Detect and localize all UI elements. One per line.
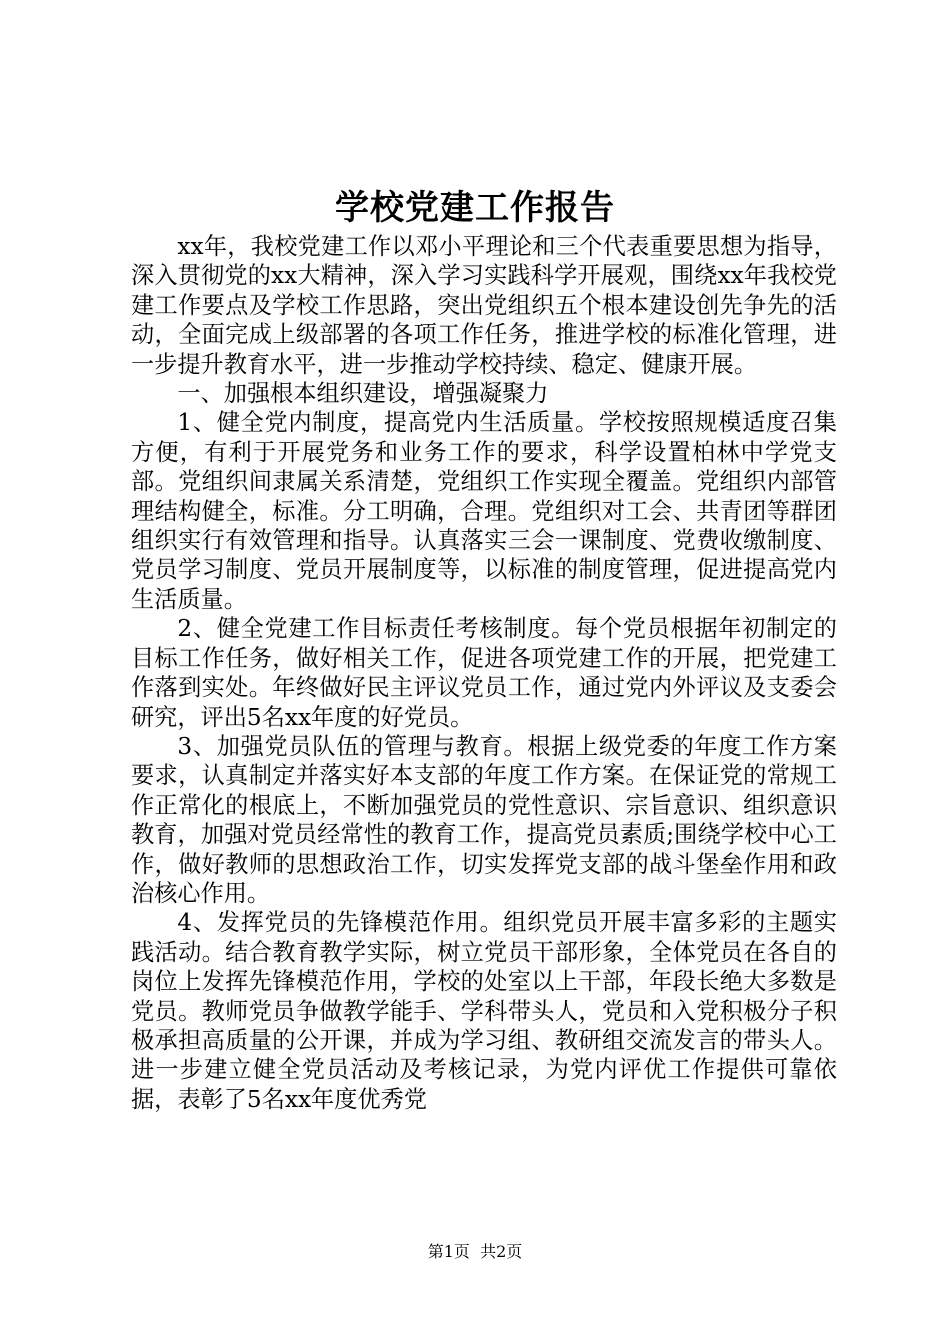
paragraph-item-3: 3、加强党员队伍的管理与教育。根据上级党委的年度工作方案要求，认真制定并落实好本支部的年度工作方案。在保证党的常规工作正常化的根底上，不断加强党员的党性意识、宗旨意识、组织意识教育，加强对党员经常性的教育工作，提高党员素质;围绕学校中心工作，做好教师的思想政治工作，切实发挥党支部的战斗堡垒作用和政治核心作用。 xyxy=(131,732,837,907)
paragraph-intro: xx年，我校党建工作以邓小平理论和三个代表重要思想为指导，深入贯彻党的xx大精神，深入学习实践科学开展观，围绕xx年我校党建工作要点及学校工作思路，突出党组织五个根本建设创先争先的活动，全面完成上级部署的各项工作任务，推进学校的标准化管理，进一步提升教育水平，进一步推动学校持续、稳定、健康开展。 xyxy=(131,233,837,378)
document-title: 学校党建工作报告 xyxy=(335,188,615,228)
page-footer xyxy=(0,1241,950,1263)
section-heading-1: 一、加强根本组织建设，增强凝聚力 xyxy=(177,380,549,408)
paragraph-item-4: 4、发挥党员的先锋模范作用。组织党员开展丰富多彩的主题实践活动。结合教育教学实际，树立党员干部形象，全体党员在各自的岗位上发挥先锋模范作用，学校的处室以上干部，年段长绝大多数是党员。教师党员争做教学能手、学科带头人，党员和入党积极分子积极承担高质量的公开课，并成为学习组、教研组交流发言的带头人。进一步建立健全党员活动及考核记录，为党内评优工作提供可靠依据，表彰了5名xx年度优秀党 xyxy=(131,909,837,1113)
document-body xyxy=(131,232,837,1114)
page-total: 共2页 xyxy=(480,1242,523,1261)
paragraph-item-2: 2、健全党建工作目标责任考核制度。每个党员根据年初制定的目标工作任务，做好相关工作，促进各项党建工作的开展，把党建工作落到实处。年终做好民主评议党员工作，通过党内外评议及支委会研究，评出5名xx年度的好党员。 xyxy=(131,615,837,731)
paragraph-item-1: 1、健全党内制度，提高党内生活质量。学校按照规模适度召集方便，有利于开展党务和业务工作的要求，科学设置柏林中学党支部。党组织间隶属关系清楚，党组织工作实现全覆盖。党组织内部管理结构健全，标准。分工明确，合理。党组织对工会、共青团等群团组织实行有效管理和指导。认真落实三会一课制度、党费收缴制度、党员学习制度、党员开展制度等，以标准的制度管理，促进提高党内生活质量。 xyxy=(131,409,837,613)
page-number: 第1页 xyxy=(427,1242,470,1261)
